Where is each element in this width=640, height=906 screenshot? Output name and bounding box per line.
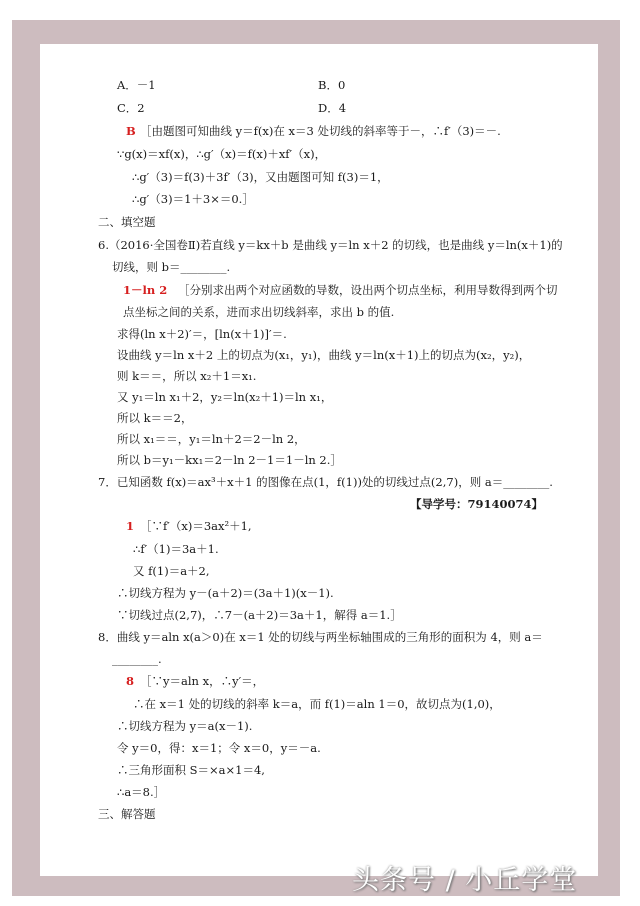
q8-stem-line1: 8．曲线 y＝aln x(a＞0)在 x＝1 处的切线与两坐标轴围成的三角形的面积为 4，则 a＝ [98, 630, 543, 644]
q6-solution-line7: 所以 k＝＝2， [117, 411, 193, 425]
q8-answer: 8 [126, 674, 135, 688]
q8-solution-line2: ∴在 x＝1 处的切线的斜率 k＝a，而 f(1)＝aln 1＝0，故切点为(1,0)， [133, 697, 501, 711]
q6-solution-line4: 设曲线 y＝ln x＋2 上的切点为(x₁，y₁)，曲线 y＝ln(x＋1)上的切点为(x₂，y₂)， [117, 348, 531, 362]
q8-solution-line6: ∴a＝8.］ [117, 785, 166, 799]
q6-solution-line1: ［分别求出两个对应函数的导数，设出两个切点坐标，利用导数得到两个切 [178, 283, 558, 297]
q7-solution-line4: ∴切线方程为 y－(a＋2)＝(3a＋1)(x－1). [117, 586, 334, 600]
q7-solution-line5: ∵切线过点(2,7)，∴7－(a＋2)＝3a＋1，解得 a＝1.］ [117, 608, 402, 622]
section-3-title: 三、解答题 [98, 807, 156, 821]
q5-solution-line4: ∴g′（3)＝1＋3×＝0.］ [132, 192, 254, 206]
q6-stem-line1: 6.（2016·全国卷Ⅱ)若直线 y＝kx＋b 是曲线 y＝ln x＋2 的切线，也是曲线 y＝ln(x＋1)的 [98, 238, 563, 252]
q8-solution-line4: 令 y＝0，得：x＝1；令 x＝0，y＝－a. [117, 741, 321, 755]
q7-solution-line3: 又 f(1)＝a＋2, [133, 564, 210, 578]
q5-answer: B [126, 124, 136, 138]
q6-solution-line6: 又 y₁＝ln x₁＋2，y₂＝ln(x₂＋1)＝ln x₁， [117, 390, 333, 404]
q6-answer: 1－ln 2 [123, 283, 168, 297]
q7-solution-line1: ［∵f′（x)＝3ax²＋1, [140, 519, 252, 533]
q7-solution-line2: ∴f′（1)＝3a＋1. [133, 542, 219, 556]
q7-stem: 7．已知函数 f(x)＝ax³＋x＋1 的图像在点(1，f(1))处的切线过点(2,7)，则 a＝________. [98, 475, 553, 489]
q6-solution-line8: 所以 x₁＝＝，y₁＝ln＋2＝2－ln 2， [117, 432, 306, 446]
q8-stem-line2: ________. [112, 652, 162, 666]
q7-reference-number: 【导学号：79140074】 [410, 497, 544, 511]
q5-solution-line1: ［由题图可知曲线 y＝f(x)在 x＝3 处切线的斜率等于－，∴f′（3)＝－. [140, 124, 501, 138]
q8-solution-line1: ［∵y＝aln x，∴y′＝， [140, 674, 265, 688]
choice-a: A．－1 [117, 78, 156, 92]
q6-solution-line3: 求得(ln x＋2)′＝，[ln(x＋1)]′＝. [117, 327, 287, 341]
choice-b: B．0 [318, 78, 346, 92]
q5-solution-line2: ∵g(x)＝xf(x)，∴g′（x)＝f(x)＋xf′（x)， [117, 147, 327, 161]
q5-solution-line3: ∴g′（3)＝f(3)＋3f′（3)，又由题图可知 f(3)＝1， [132, 170, 389, 184]
q6-solution-line2: 点坐标之间的关系，进而求出切线斜率，求出 b 的值. [123, 305, 395, 319]
section-2-title: 二、填空题 [98, 215, 156, 229]
q6-solution-line5: 则 k＝＝，所以 x₂＋1＝x₁. [117, 369, 257, 383]
watermark: 头条号 / 小丘学堂 [352, 865, 578, 896]
q8-solution-line5: ∴三角形面积 S＝×a×1＝4, [117, 763, 265, 777]
choice-c: C．2 [117, 101, 145, 115]
choice-d: D．4 [318, 101, 347, 115]
q8-solution-line3: ∴切线方程为 y＝a(x－1). [117, 719, 253, 733]
q6-solution-line9: 所以 b＝y₁－kx₁＝2－ln 2－1＝1－ln 2.］ [117, 453, 342, 467]
q6-stem-line2: 切线，则 b＝________. [112, 260, 231, 274]
q7-answer: 1 [126, 519, 135, 533]
